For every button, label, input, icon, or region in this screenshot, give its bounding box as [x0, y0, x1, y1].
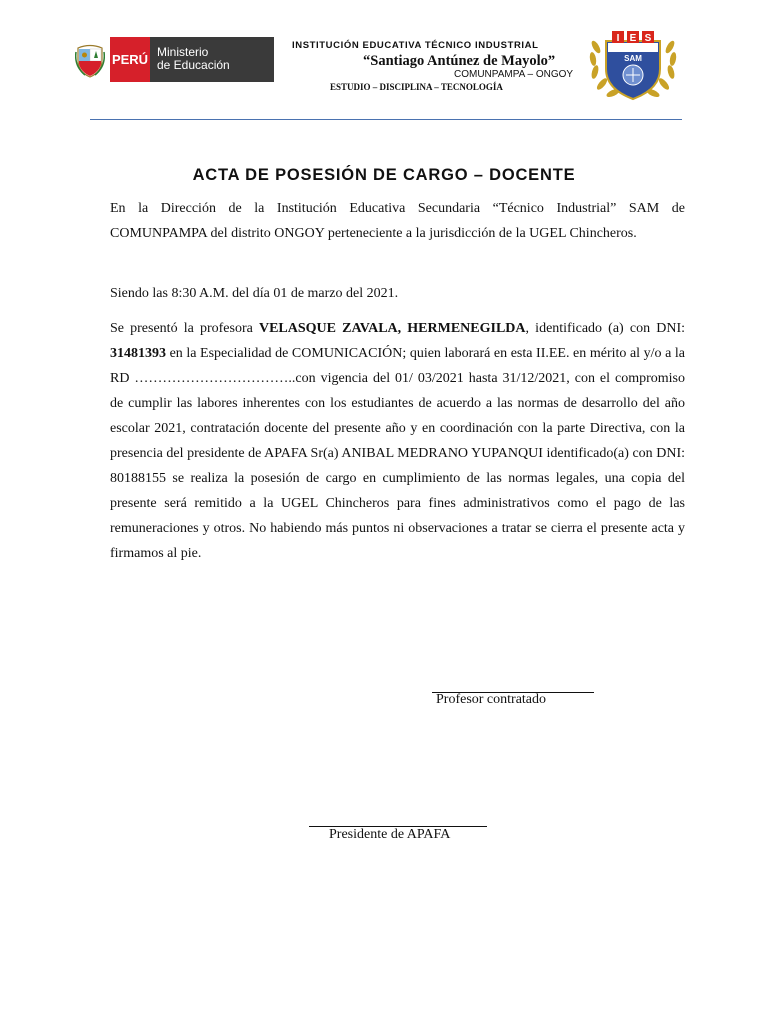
teacher-signature-label: Profesor contratado	[436, 692, 547, 707]
teacher-dni: 31481393	[110, 346, 166, 361]
ministry-line-1: Ministerio	[157, 45, 209, 59]
teacher-name: VELASQUE ZAVALA, HERMENEGILDA	[258, 321, 526, 336]
p3-body: en la Especialidad de COMUNICACIÓN; quien laborará en esta II.EE. en mérito al y/o a la RD ……………………………..con vigencia del 01/ 03/2021 hasta 31/12/2021, con el compromiso de cumplir las labores inherentes con los estudiantes de acuerdo a las normas de desarrollo del año escolar 2021, contratación docente del presente año y en coordinación con la parte Directiva, con la presencia del presidente de APAFA Sr(a) ANIBAL MEDRANO YUPANQUI identificado(a) con DNI: 80188155 se realiza la posesión de cargo en cumplimiento de las normas legales, una copia del presente será remitido a la UGEL Chincheros para fines administrativos como el pago de las remuneraciones y otros. No habiendo más puntos ni observaciones a tratar se cierra el presente acta y firmamos al pie.	[110, 346, 685, 561]
school-crest-icon	[586, 27, 680, 103]
header-divider	[90, 119, 682, 120]
institution-line: INSTITUCIÓN EDUCATIVA TÉCNICO INDUSTRIAL	[292, 40, 539, 51]
crest-letter-s: S	[644, 33, 652, 44]
ministry-logo	[70, 37, 274, 82]
paragraph-date: Siendo las 8:30 A.M. del día 01 de marzo del 2021.	[110, 286, 399, 301]
ministry-line-2: de Educación	[157, 58, 230, 72]
document-title: ACTA DE POSESIÓN DE CARGO – DOCENTE	[192, 166, 576, 184]
crest-letter-e: E	[629, 33, 637, 44]
ministry-name	[150, 37, 274, 82]
apafa-signature-label: Presidente de APAFA	[329, 827, 451, 842]
paragraph-institution: En la Dirección de la Institución Educativa Secundaria “Técnico Industrial” SAM de COMUNPAMPA del distrito ONGOY perteneciente a la jurisdicción de la UGEL Chincheros.	[110, 201, 685, 241]
p3-id-label: , identificado (a) con DNI:	[525, 321, 685, 336]
peru-label: PERÚ	[110, 37, 150, 82]
coat-of-arms-icon	[70, 37, 110, 82]
school-motto: ESTUDIO – DISCIPLINA – TECNOLOGÍA	[330, 82, 503, 92]
school-location: COMUNPAMPA – ONGOY	[454, 69, 574, 80]
p3-intro: Se presentó la profesora	[110, 321, 259, 336]
paragraph-appointment	[110, 316, 685, 566]
crest-letter-i: I	[616, 33, 620, 44]
school-name: “Santiago Antúnez de Mayolo”	[363, 53, 556, 69]
crest-acronym: SAM	[624, 54, 642, 63]
